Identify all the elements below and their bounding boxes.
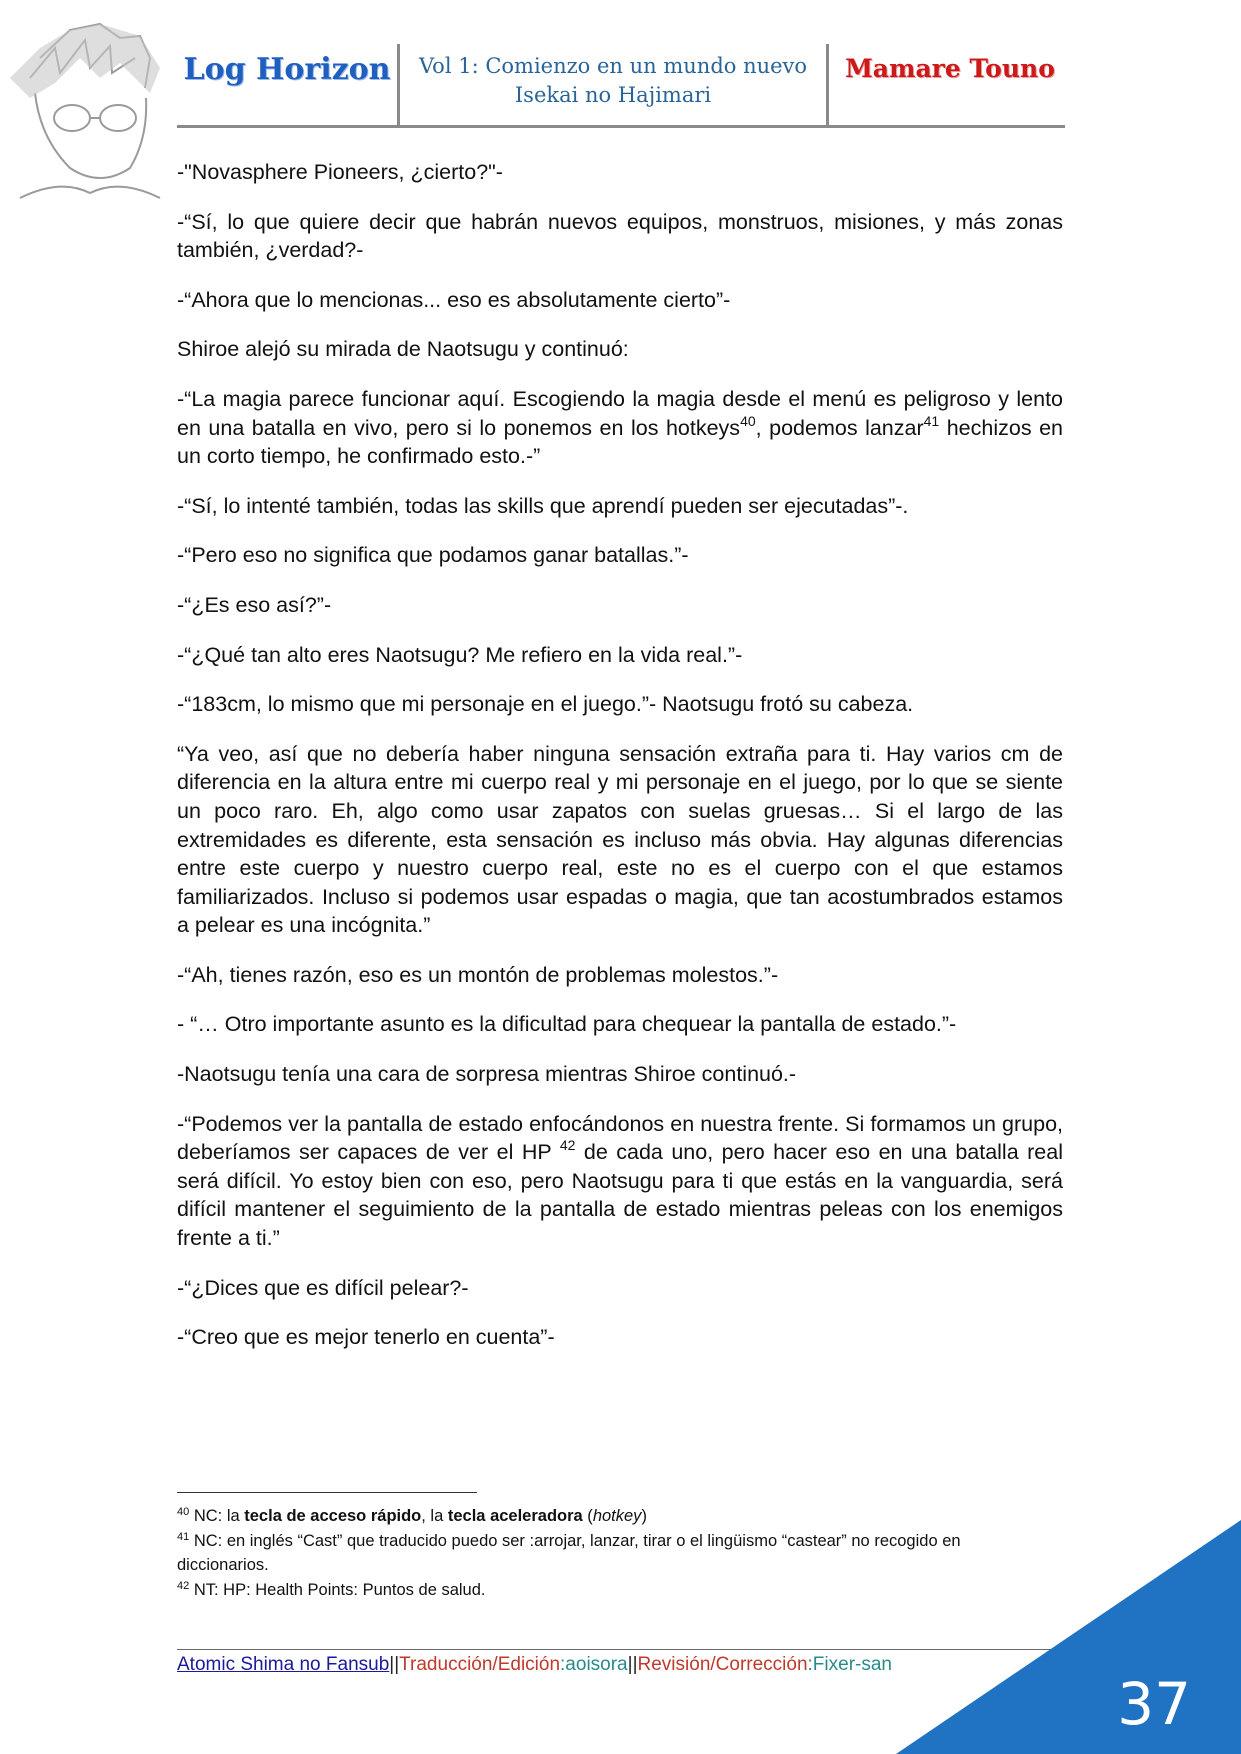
translation-label: Traducción/Edición	[399, 1654, 561, 1675]
volume-title	[402, 52, 824, 110]
footnote-ref[interactable]: 40	[740, 412, 756, 429]
footnote-text: NT: HP: Health Points: Puntos de salud.	[189, 1580, 486, 1599]
footnote-ref[interactable]: 41	[923, 412, 940, 429]
footnote-number: 40	[177, 1506, 190, 1518]
paragraph-text: de cada uno, pero hacer eso en una batalla real será difícil. Yo estoy bien con eso, pero Naotsugu para ti que estás en la vanguardia, será difícil mantener el seguimiento de la pantalla de estado mientras peleas con los enemigos frente a ti.”	[177, 1140, 1063, 1251]
header-divider	[826, 44, 829, 125]
footnote-text: tecla aceleradora	[447, 1507, 583, 1525]
paragraph: -“183cm, lo mismo que mi personaje en el juego.”- Naotsugu frotó su cabeza.	[177, 692, 914, 717]
paragraph-text: , podemos lanzar	[755, 415, 924, 440]
translation-name: :aoisora	[560, 1654, 628, 1675]
paragraph: -“Pero eso no significa que podamos ganar batallas.”-	[177, 543, 689, 568]
header-divider	[397, 44, 400, 125]
paragraph: - “… Otro importante asunto es la dificultad para chequear la pantalla de estado.”-	[177, 1012, 957, 1037]
paragraph: -“¿Es eso así?”-	[177, 592, 332, 617]
paragraph: -Naotsugu tenía una cara de sorpresa mientras Shiroe continuó.-	[177, 1062, 797, 1087]
paragraph: -“Creo que es mejor tenerlo en cuenta”-	[177, 1325, 555, 1350]
footnote-ref[interactable]: 42	[559, 1137, 576, 1154]
character-portrait	[0, 18, 165, 203]
footnote-text: hotkey	[592, 1507, 642, 1525]
volume-line-2: Isekai no Hajimari	[514, 83, 712, 107]
fansub-link[interactable]: Atomic Shima no Fansub	[177, 1654, 390, 1675]
page-number: 37	[1117, 1670, 1191, 1738]
paragraph	[177, 385, 1063, 471]
footnote-text: (	[582, 1507, 593, 1525]
footnote-text: , la	[421, 1507, 448, 1525]
footer-separator: ||	[627, 1654, 638, 1675]
author-name: Mamare Touno	[845, 54, 1055, 83]
footnote-text: NC: la	[189, 1507, 245, 1525]
footnote-text: NC: en inglés “Cast” que traducido puedo ser :arrojar, lanzar, tirar o el lingüismo “castear” no recogido en diccionarios.	[177, 1531, 961, 1574]
paragraph: Shiroe alejó su mirada de Naotsugu y continuó:	[177, 337, 629, 362]
paragraph: -“¿Dices que es difícil pelear?-	[177, 1275, 469, 1300]
paragraph: “Ya veo, así que no debería haber ninguna sensación extraña para ti. Hay varios cm de diferencia en la altura entre mi cuerpo real y mi personaje en el juego, por lo que se siente un poco raro. Eh, algo como usar zapatos con suelas gruesas… Si el largo de las extremidades es diferente, esta sensación es incluso más obvia. Hay algunas diferencias entre este cuerpo y nuestro cuerpo real, este no es el cuerpo con el que estamos familiarizados. Incluso si podemos usar espadas o magia, que tan acostumbrados estamos a pelear es una incógnita.”	[177, 741, 1063, 938]
revision-name: :Fixer-san	[807, 1654, 892, 1675]
volume-line-1: Vol 1: Comienzo en un mundo nuevo	[418, 54, 808, 78]
paragraph: -"Novasphere Pioneers, ¿cierto?"-	[177, 160, 503, 184]
paragraph	[177, 1110, 1063, 1253]
footnote-text: tecla de acceso rápido	[244, 1507, 422, 1525]
series-title: Log Horizon	[183, 52, 391, 87]
footnote-rule	[177, 1492, 477, 1493]
paragraph: -“Ah, tienes razón, eso es un montón de problemas molestos.”-	[177, 962, 779, 987]
header-rule	[177, 125, 1065, 128]
paragraph: -“Sí, lo intenté también, todas las skills que aprendí pueden ser ejecutadas”-.	[177, 493, 909, 518]
paragraph-text: hechizos en un corto tiempo, he confirmado esto.-”	[177, 415, 1064, 469]
paragraph: -“Sí, lo que quiere decir que habrán nuevos equipos, monstruos, misiones, y más zonas también, ¿verdad?-	[177, 209, 1063, 263]
paragraph-text: -“La magia parece funcionar aquí. Escogiendo la magia desde el menú es peligroso y lento en una batalla en vivo, pero si lo ponemos en los hotkeys	[177, 386, 1063, 440]
body-text	[177, 158, 1063, 1373]
footer-separator: ||	[389, 1654, 400, 1675]
paragraph: -“¿Qué tan alto eres Naotsugu? Me refiero en la vida real.”-	[177, 642, 743, 667]
paragraph-text: -“Podemos ver la pantalla de estado enfocándonos en nuestra frente. Si formamos un grupo, deberíamos ser capaces de ver el HP	[177, 1111, 1063, 1165]
footnote-text: )	[641, 1507, 647, 1525]
paragraph: -“Ahora que lo mencionas... eso es absolutamente cierto”-	[177, 287, 731, 312]
footnote-number: 41	[177, 1530, 190, 1543]
footnote-number: 42	[177, 1579, 190, 1592]
revision-label: Revisión/Corrección	[637, 1654, 808, 1675]
